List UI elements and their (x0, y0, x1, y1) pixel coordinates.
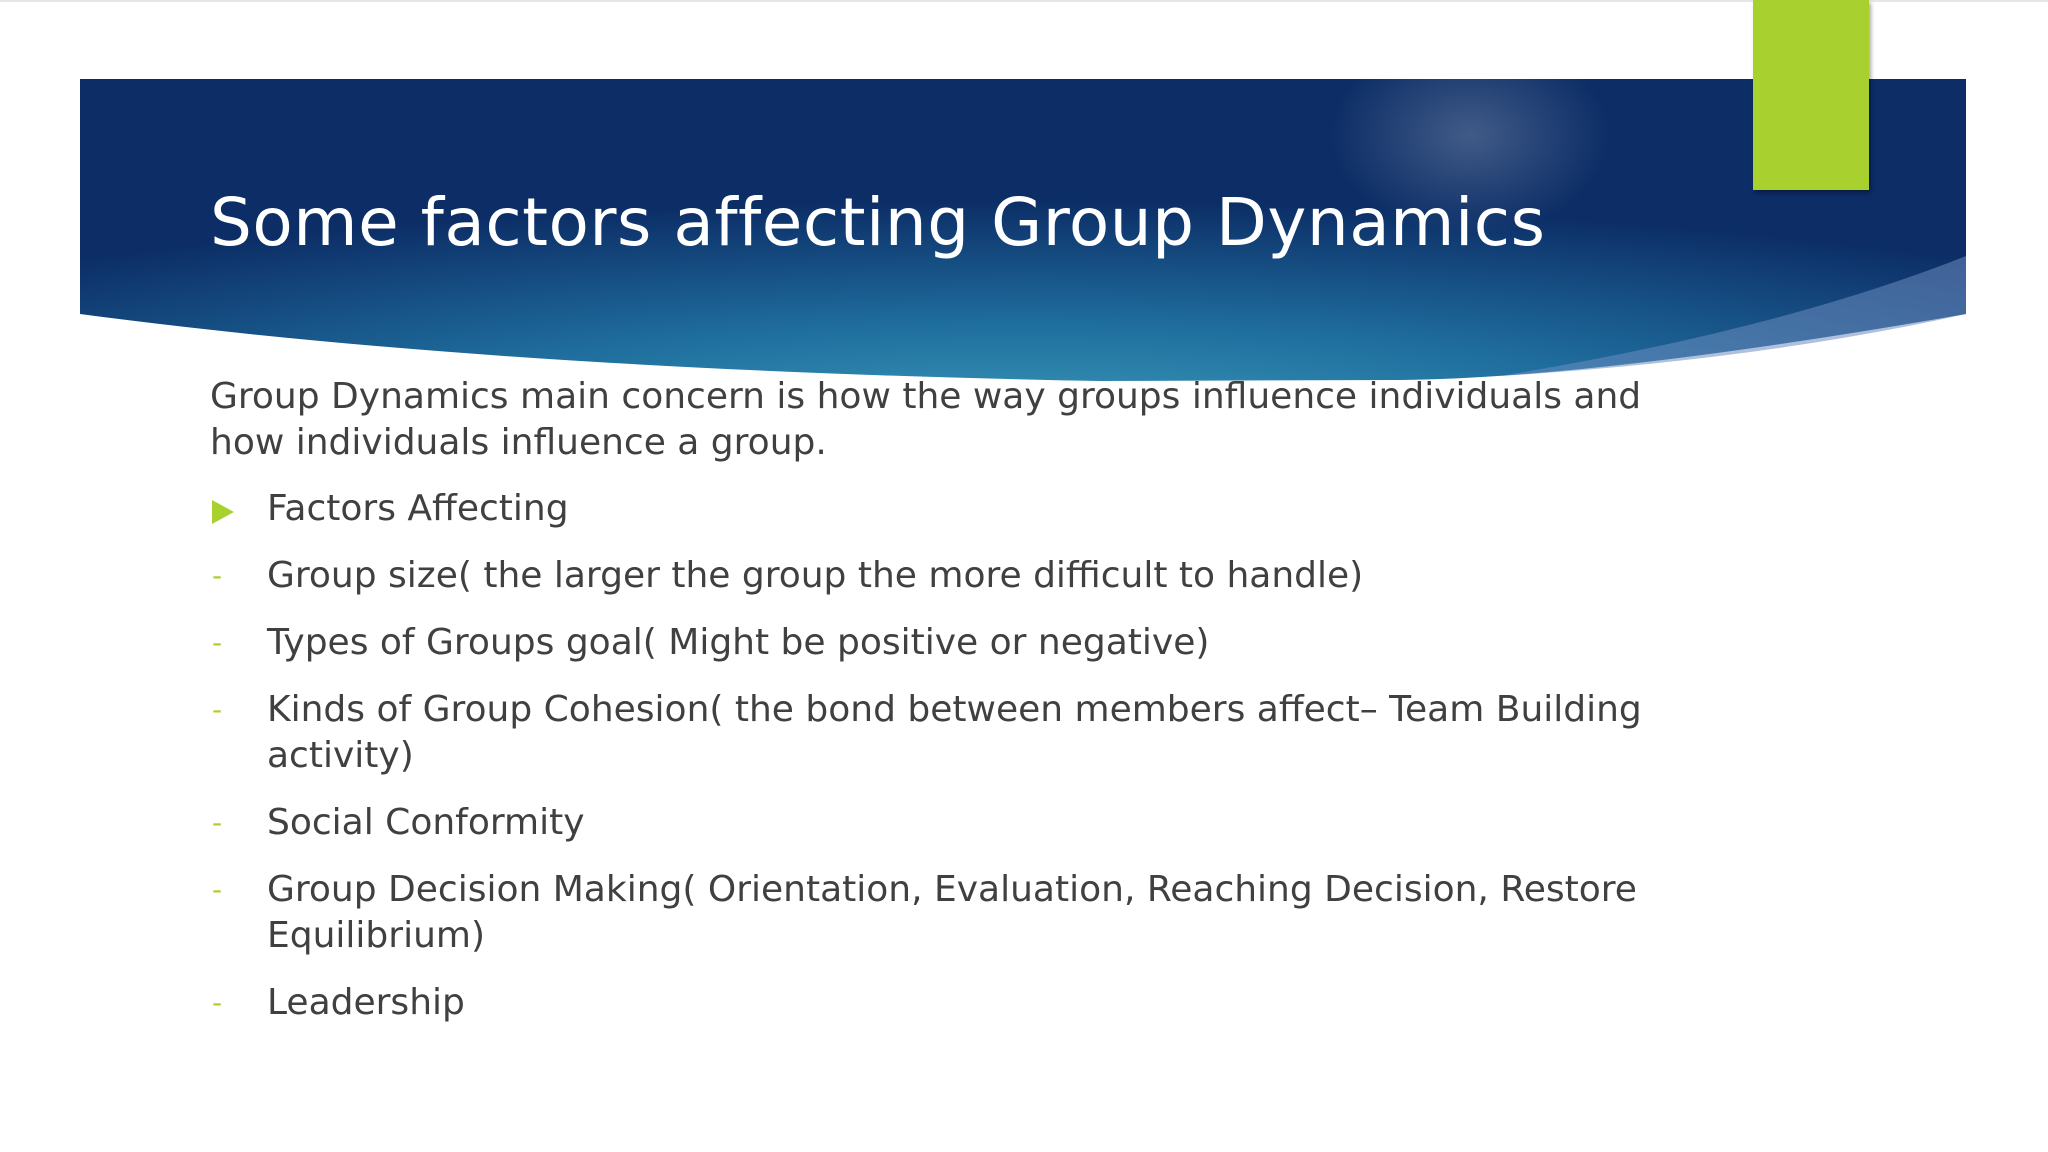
list-item-heading (210, 486, 1670, 532)
green-accent-tab (1753, 0, 1869, 190)
list-item: - Leadership (212, 982, 465, 1023)
list-item: - Group Decision Making( Orientation, Evaluation, Reaching Decision, Restore Equilibrium) (212, 869, 1637, 956)
list-item: - Group size( the larger the group the more difficult to handle) (212, 555, 1364, 596)
list-item: - Social Conformity (212, 802, 585, 843)
list-item-text: Types of Groups goal( Might be positive or negative) (267, 622, 1210, 663)
list-item: - Kinds of Group Cohesion( the bond between members affect– Team Building activity) (212, 689, 1642, 776)
list-item-text: Leadership (267, 982, 465, 1023)
list-item-text: Group Decision Making( Orientation, Evaluation, Reaching Decision, Restore Equilibrium) (267, 869, 1637, 956)
list-item-text: Social Conformity (267, 802, 585, 843)
intro-paragraph: Group Dynamics main concern is how the way groups influence individuals and how individuals influence a group. (210, 376, 1642, 463)
factor-list (210, 486, 1670, 1026)
list-item: - Types of Groups goal( Might be positive or negative) (212, 622, 1210, 663)
slide-body (210, 374, 1670, 1047)
list-item-text: Group size( the larger the group the more difficult to handle) (267, 555, 1364, 596)
list-item-text: Kinds of Group Cohesion( the bond between members affect– Team Building activity) (267, 689, 1642, 776)
slide-title: Some factors affecting Group Dynamics (210, 184, 1546, 261)
list-item-text: Factors Affecting (267, 488, 569, 529)
